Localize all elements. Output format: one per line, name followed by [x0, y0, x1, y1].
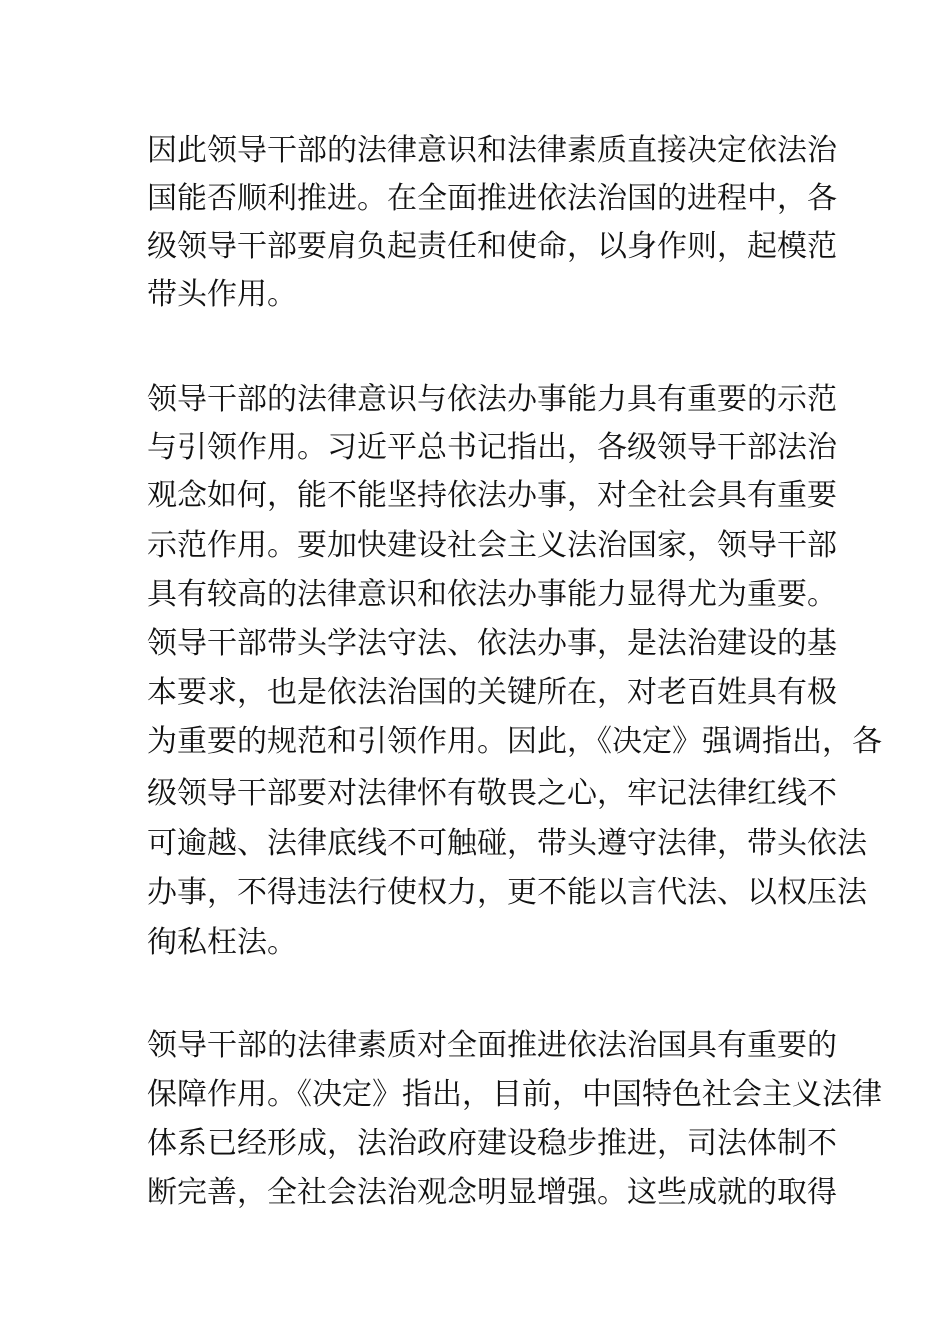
paragraph-2-line-10: 可逾越、法律底线不可触碰，带头遵守法律，带头依法: [147, 826, 867, 861]
paragraph-1-line-3: 级领导干部要肩负起责任和使命，以身作则，起模范: [147, 229, 837, 264]
paragraph-2-line-3: 观念如何，能不能坚持依法办事，对全社会具有重要: [147, 478, 837, 513]
paragraph-2-line-8: 为重要的规范和引领作用。因此，《决定》强调指出，各: [147, 724, 882, 759]
paragraph-1-line-1: 因此领导干部的法律意识和法律素质直接决定依法治: [147, 133, 837, 168]
paragraph-3-line-3: 体系已经形成，法治政府建设稳步推进，司法体制不: [147, 1126, 837, 1161]
paragraph-3-line-2: 保障作用。《决定》指出，目前，中国特色社会主义法律: [147, 1077, 882, 1112]
paragraph-2-line-5: 具有较高的法律意识和依法办事能力显得尤为重要。: [147, 577, 837, 612]
paragraph-2-line-6: 领导干部带头学法守法、依法办事，是法治建设的基: [147, 626, 837, 661]
paragraph-2-line-1: 领导干部的法律意识与依法办事能力具有重要的示范: [147, 382, 837, 417]
paragraph-3-line-4: 断完善，全社会法治观念明显增强。这些成就的取得: [147, 1175, 837, 1210]
paragraph-2-line-4: 示范作用。要加快建设社会主义法治国家，领导干部: [147, 528, 837, 563]
paragraph-2-line-7: 本要求，也是依法治国的关键所在，对老百姓具有极: [147, 675, 837, 710]
paragraph-1-line-2: 国能否顺利推进。在全面推进依法治国的进程中，各: [147, 181, 837, 216]
paragraph-3-line-1: 领导干部的法律素质对全面推进依法治国具有重要的: [147, 1028, 837, 1063]
paragraph-2-line-9: 级领导干部要对法律怀有敬畏之心，牢记法律红线不: [147, 776, 837, 811]
paragraph-2-line-12: 徇私枉法。: [147, 925, 297, 960]
paragraph-2-line-11: 办事，不得违法行使权力，更不能以言代法、以权压法: [147, 875, 867, 910]
paragraph-1-line-4: 带头作用。: [147, 277, 297, 312]
paragraph-2-line-2: 与引领作用。习近平总书记指出，各级领导干部法治: [147, 430, 837, 465]
